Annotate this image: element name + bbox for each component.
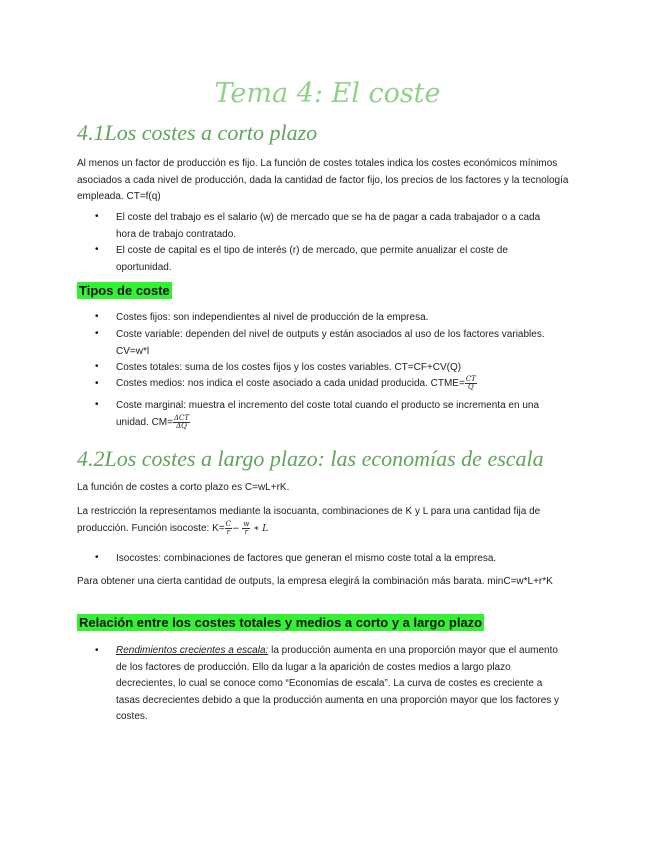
bullet-icon: • [95, 378, 99, 389]
list-item: Coste variable: dependen del nivel de outputs y están asociados al uso de los factores variables. CV=w*l [116, 329, 545, 357]
bullet-icon: • [95, 244, 99, 255]
list-item-coste-marginal [116, 398, 560, 431]
section-4-1-intro: Al menos un factor de producción es fijo. La función de costes totales indica los costes económicos mínimos asociados a cada nivel de producción, dada la cantidad de factor fijo, los precios de los factores y la tecnología empleada. CT=f(q) [77, 158, 569, 202]
isocoste-text: La restricción la representamos mediante la isocuanta, combinaciones de K y L para una cantidad fija de producción. Función isocoste: K= [77, 506, 541, 534]
section-4-1-heading: 4.1Los costes a corto plazo [77, 120, 318, 145]
document-title: Tema 4: El coste [214, 78, 441, 109]
times-l: ∗ L [250, 523, 269, 534]
ctme-fraction [465, 376, 477, 391]
section-4-2-p3: Para obtener una cierta cantidad de outputs, la empresa elegirá la combinación más barata. minC=w*L+r*K [77, 576, 553, 587]
c-over-r-fraction [225, 521, 232, 536]
fraction-denominator: r [244, 527, 249, 536]
bullet-icon: • [95, 645, 99, 656]
fraction-numerator: CT [465, 375, 476, 383]
fraction-numerator: ΔCT [173, 413, 190, 422]
list-item: Costes fijos: son independientes al nivel de producción de la empresa. [116, 312, 429, 323]
bullet-icon: • [95, 399, 99, 410]
costes-medios-text: Costes medios: nos indica el coste asociado a cada unidad producida. CTME= [116, 378, 465, 390]
list-item: El coste del trabajo es el salario (w) de mercado que se ha de pagar a cada trabajador o a cada hora de trabajo contratado. [116, 212, 541, 240]
bullet-icon: • [95, 328, 99, 339]
bullet-icon: • [95, 311, 99, 322]
section-4-2-p2 [77, 504, 577, 537]
bullet-icon: • [95, 211, 99, 222]
tipos-coste-heading: Tipos de coste [79, 283, 170, 298]
fraction-numerator: w [243, 519, 250, 528]
fraction-numerator: C [225, 519, 231, 528]
list-item-costes-medios [116, 376, 560, 393]
fraction-denominator: Q [467, 383, 474, 391]
coste-marginal-text: Coste marginal: muestra el incremento del coste total cuando el producto se incrementa en una unidad. CM= [116, 400, 540, 428]
fraction-denominator: ΔQ [176, 421, 187, 430]
rendimientos-term: Rendimientos crecientes a escala: [116, 645, 269, 656]
bullet-icon: • [95, 552, 99, 563]
list-item: El coste de capital es el tipo de interés (r) de mercado, que permite anualizar el coste de oportunidad. [116, 245, 508, 273]
section-4-2-heading: 4.2Los costes a largo plazo: las economías de escala [77, 446, 544, 471]
section-4-2-p1: La función de costes a corto plazo es C=wL+rK. [77, 482, 290, 493]
cm-fraction [173, 415, 190, 430]
fraction-denominator: r [226, 527, 230, 536]
list-item: Isocostes: combinaciones de factores que generan el mismo coste total a la empresa. [116, 553, 497, 564]
list-item-rendimientos [116, 643, 560, 726]
list-item: Costes totales: suma de los costes fijos y los costes variables. CT=CF+CV(Q) [116, 362, 462, 373]
rendimientos-text: la producción aumenta en una proporción mayor que el aumento de los factores de producción. Ello da lugar a la aparición de costes medios a largo plazo decrecientes, lo cual se conoce como “Economías de escala”. La curva de costes es creciente a tasas decrecientes debido a que la producción aumenta en una proporción mayor que los factores y costes. [116, 645, 560, 722]
bullet-icon: • [95, 361, 99, 372]
minus-sign: − [231, 523, 243, 534]
relacion-heading: Relación entre los costes totales y medios a corto y a largo plazo [79, 615, 483, 630]
